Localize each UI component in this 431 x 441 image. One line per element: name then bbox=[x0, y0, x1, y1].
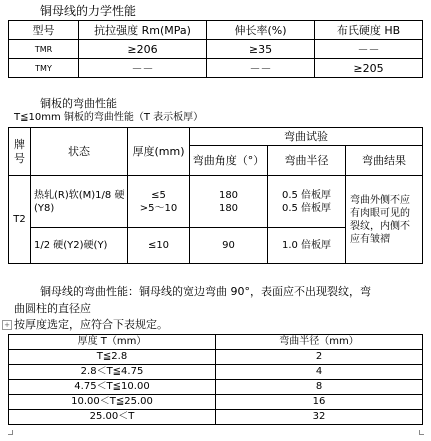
header-cell: 布氏硬度 HB bbox=[315, 21, 423, 40]
copper-busbar-mechanical-table bbox=[8, 20, 423, 78]
radius-cell: 1.0 倍板厚 bbox=[268, 228, 346, 264]
angle-cell: 90 bbox=[190, 228, 268, 264]
thickness-value: ≤5 bbox=[151, 189, 166, 201]
move-handle-icon[interactable]: + bbox=[2, 320, 12, 330]
state-cell: 1/2 硬(Y2)硬(Y) bbox=[31, 228, 128, 264]
table-cell: 32 bbox=[216, 410, 423, 425]
table-row bbox=[9, 350, 423, 365]
section3-text-line3: 按厚度选定，应符合下表规定。 bbox=[14, 318, 168, 331]
state-cell: 热轧(R)软(M)1/8 硬(Y8) bbox=[31, 176, 128, 228]
header-cell: 伸长率(%) bbox=[207, 21, 315, 40]
radius-cell bbox=[268, 176, 346, 228]
table-cell: TMR bbox=[9, 40, 79, 59]
section3-text-line2: 曲圆柱的直径应 bbox=[14, 302, 91, 315]
table-header-row bbox=[9, 21, 423, 40]
header-cell: 型号 bbox=[9, 21, 79, 40]
header-bend-angle: 弯曲角度（°） bbox=[190, 146, 268, 176]
table-row bbox=[9, 410, 423, 425]
header-thickness: 厚度(mm) bbox=[128, 128, 190, 176]
radius-value: 0.5 倍板厚 bbox=[281, 189, 332, 201]
header-cell: 弯曲半径（mm） bbox=[216, 335, 423, 350]
table-cell: 16 bbox=[216, 395, 423, 410]
section3-text-line1: 铜母线的弯曲性能：铜母线的宽边弯曲 90°，表面应不出现裂纹，弯 bbox=[40, 285, 371, 298]
table-cell: －－ bbox=[315, 40, 423, 59]
header-grade: 牌号 bbox=[9, 128, 31, 176]
table-cell: 10.00＜T≦25.00 bbox=[9, 395, 216, 410]
header-cell: 厚度 T（mm） bbox=[9, 335, 216, 350]
thickness-value: >5～10 bbox=[139, 202, 178, 214]
angle-value: 180 bbox=[218, 202, 239, 214]
section2-subtitle: T≦10mm 铜板的弯曲性能（T 表示板厚） bbox=[14, 112, 204, 123]
table-cell: 2.8＜T≦4.75 bbox=[9, 365, 216, 380]
grade-cell: T2 bbox=[9, 176, 31, 264]
table-cell: 4.75＜T≦10.00 bbox=[9, 380, 216, 395]
table-cell: TMY bbox=[9, 59, 79, 78]
table-cell: ≥205 bbox=[315, 59, 423, 78]
angle-value: 180 bbox=[218, 189, 239, 201]
copper-plate-bending-table bbox=[8, 127, 423, 264]
table-cell: 2 bbox=[216, 350, 423, 365]
busbar-bend-radius-table bbox=[8, 334, 423, 425]
thickness-cell: ≤10 bbox=[128, 228, 190, 264]
thickness-cell bbox=[128, 176, 190, 228]
section2-title: 铜板的弯曲性能 bbox=[40, 97, 117, 110]
header-bend-result: 弯曲结果 bbox=[346, 146, 423, 176]
table-header-row bbox=[9, 128, 423, 146]
table-header-row bbox=[9, 335, 423, 350]
table-row bbox=[9, 40, 423, 59]
table-cell: －－ bbox=[79, 59, 207, 78]
table-row bbox=[9, 176, 423, 228]
radius-value: 0.5 倍板厚 bbox=[281, 202, 332, 214]
table-row bbox=[9, 59, 423, 78]
result-cell: 弯曲外侧不应有肉眼可见的裂纹，内侧不应有皱褶 bbox=[346, 176, 423, 264]
table-cell: T≦2.8 bbox=[9, 350, 216, 365]
header-cell: 抗拉强度 Rm(MPa) bbox=[79, 21, 207, 40]
table-cell: 25.00＜T bbox=[9, 410, 216, 425]
section1-title: 铜母线的力学性能 bbox=[40, 4, 137, 18]
table-row bbox=[9, 395, 423, 410]
table-cell: ≥35 bbox=[207, 40, 315, 59]
table-cell: 8 bbox=[216, 380, 423, 395]
table-cell: －－ bbox=[207, 59, 315, 78]
header-bend-test: 弯曲试验 bbox=[190, 128, 423, 146]
angle-cell bbox=[190, 176, 268, 228]
table-cell: 4 bbox=[216, 365, 423, 380]
table-row bbox=[9, 365, 423, 380]
table-cell: ≥206 bbox=[79, 40, 207, 59]
page-corner-mark bbox=[419, 430, 424, 435]
header-bend-radius: 弯曲半径 bbox=[268, 146, 346, 176]
table-row bbox=[9, 380, 423, 395]
header-state: 状态 bbox=[31, 128, 128, 176]
page-corner-mark bbox=[8, 430, 13, 435]
